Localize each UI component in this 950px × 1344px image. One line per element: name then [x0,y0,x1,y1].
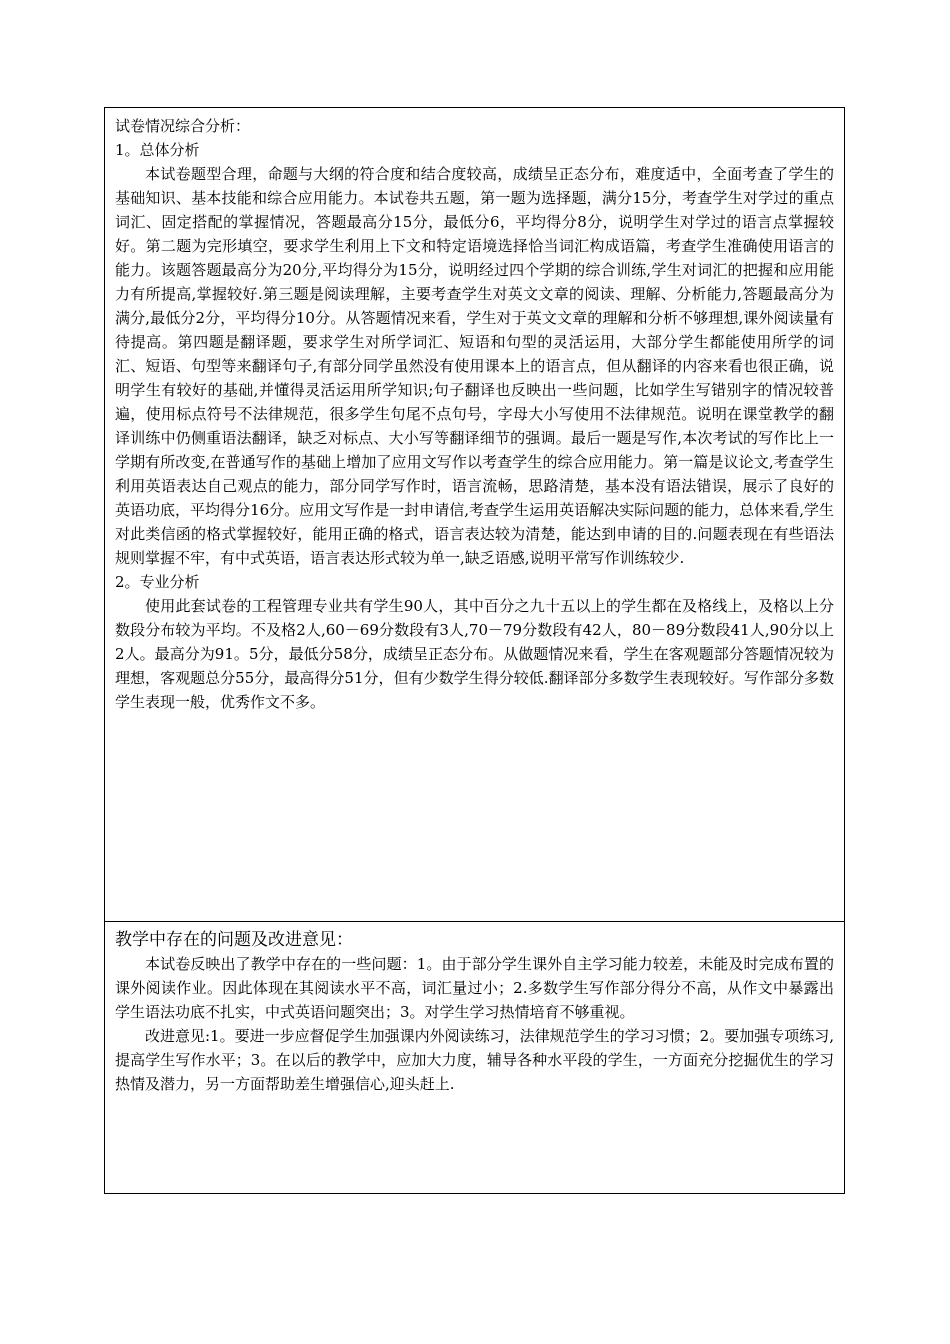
improvements-text: 改进意见:1。要进一步应督促学生加强课内外阅读练习，法律规范学生的学习习惯；2。要加强专项练习,提高学生写作水平；3。在以后的教学中，应加大力度，辅导各种水平段的学生，一方面充分挖掘优生的学习热情及潜力，另一方面帮助差生增强信心,迎头赶上. [115,1027,834,1093]
exam-analysis-cell [105,108,844,922]
professional-analysis-heading: 2。专业分析 [115,573,200,591]
problems-cell [105,922,844,1193]
exam-analysis-title: 试卷情况综合分析： [115,117,251,135]
overall-analysis-heading: 1。总体分析 [115,141,200,159]
problems-text: 本试卷反映出了教学中存在的一些问题：1。由于部分学生课外自主学习能力较差，未能及时完成布置的课外阅读作业。因此体现在其阅读水平不高，词汇量过小；2.多数学生写作部分得分不高，从作文中暴露出学生语法功底不扎实，中式英语问题突出；3。对学生学习热情培育不够重视。 [115,955,834,1021]
analysis-table [104,107,845,1194]
problems-title: 教学中存在的问题及改进意见： [115,930,353,950]
professional-analysis-text: 使用此套试卷的工程管理专业共有学生90人，其中百分之九十五以上的学生都在及格线上，及格以上分数段分布较为平均。不及格2人,60－69分数段有3人,70－79分数段有42人，80－89分数段41人,90分以上2人。最高分为91。5分，最低分58分，成绩呈正态分布。从做题情况来看，学生在客观题部分答题情况较为理想，客观题总分55分，最高得分51分，但有少数学生得分较低.翻译部分多数学生表现较好。写作部分多数学生表现一般，优秀作文不多。 [115,597,834,711]
overall-analysis-text: 本试卷题型合理，命题与大纲的符合度和结合度较高，成绩呈正态分布，难度适中，全面考查了学生的基础知识、基本技能和综合应用能力。本试卷共五题，第一题为选择题，满分15分，考查学生对学过的重点词汇、固定搭配的掌握情况，答题最高分15分，最低分6，平均得分8分，说明学生对学过的语言点掌握较好。第二题为完形填空，要求学生利用上下文和特定语境选择恰当词汇构成语篇，考查学生准确使用语言的能力。该题答题最高分为20分,平均得分为15分，说明经过四个学期的综合训练,学生对词汇的把握和应用能力有所提高,掌握较好.第三题是阅读理解，主要考查学生对英文文章的阅读、理解、分析能力,答题最高分为满分,最低分2分，平均得分10分。从答题情况来看，学生对于英文文章的理解和分析不够理想,课外阅读量有待提高。第四题是翻译题，要求学生对所学词汇、短语和句型的灵活运用，大部分学生都能使用所学的词汇、短语、句型等来翻译句子,有部分同学虽然没有使用课本上的语言点，但从翻译的内容来看也很正确，说明学生有较好的基础,并懂得灵活运用所学知识;句子翻译也反映出一些问题，比如学生写错别字的情况较普遍，使用标点符号不法律规范，很多学生句尾不点句号，字母大小写使用不法律规范。说明在课堂教学的翻译训练中仍侧重语法翻译，缺乏对标点、大小写等翻译细节的强调。最后一题是写作,本次考试的写作比上一学期有所改变,在普通写作的基础上增加了应用文写作以考查学生的综合应用能力。第一篇是议论文,考查学生利用英语表达自己观点的能力，部分同学写作时，语言流畅，思路清楚，基本没有语法错误，展示了良好的英语功底，平均得分16分。应用文写作是一封申请信,考查学生运用英语解决实际问题的能力，总体来看,学生对此类信函的格式掌握较好，能用正确的格式，语言表达较为清楚，能达到申请的目的.问题表现在有些语法规则掌握不牢，有中式英语，语言表达形式较为单一,缺乏语感,说明平常写作训练较少. [115,165,834,567]
